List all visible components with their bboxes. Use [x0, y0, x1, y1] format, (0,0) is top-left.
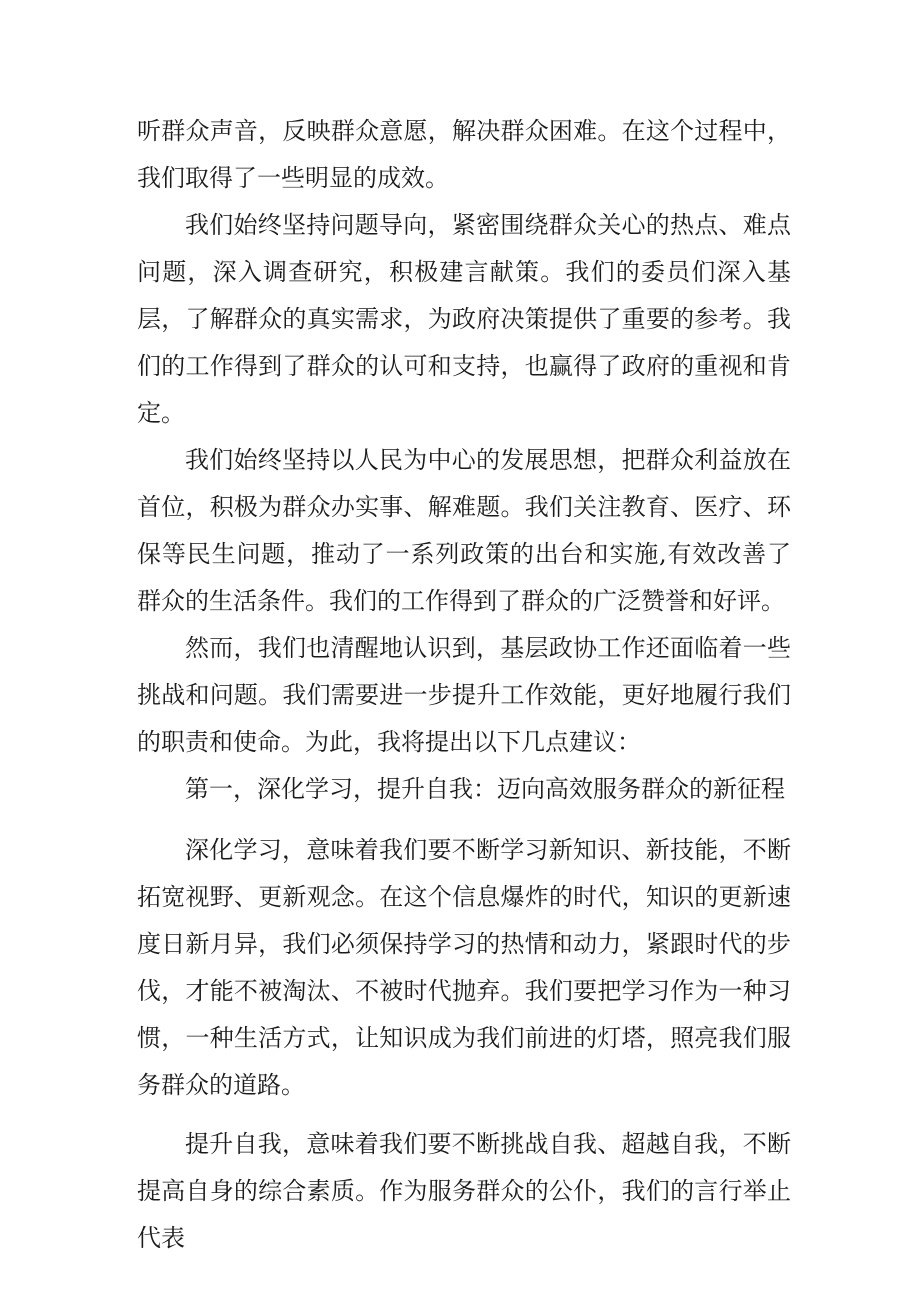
- paragraph: 提升自我，意味着我们要不断挑战自我、超越自我，不断提高自身的综合素质。作为服务群众的公仆，我们的言行举止代表: [137, 1130, 791, 1252]
- document-body: [137, 108, 791, 1262]
- section-heading: 第一，深化学习，提升自我：迈向高效服务群众的新征程: [185, 775, 785, 803]
- paragraph: 然而，我们也清醒地认识到，基层政协工作还面临着一些挑战和问题。我们需要进一步提升工作效能，更好地履行我们的职责和使命。为此，我将提出以下几点建议：: [137, 634, 791, 756]
- paragraph-continued: 听群众声音，反映群众意愿，解决群众困难。在这个过程中，我们取得了一些明显的成效。: [137, 117, 791, 192]
- paragraph: 深化学习，意味着我们要不断学习新知识、新技能，不断拓宽视野、更新观念。在这个信息爆炸的时代，知识的更新速度日新月异，我们必须保持学习的热情和动力，紧跟时代的步伐，才能不被淘汰、不被时代抛弃。我们要把学习作为一种习惯，一种生活方式，让知识成为我们前进的灯塔，照亮我们服务群众的道路。: [137, 836, 791, 1099]
- paragraph: 我们始终坚持以人民为中心的发展思想，把群众利益放在首位，积极为群众办实事、解难题。我们关注教育、医疗、环保等民生问题，推动了一系列政策的出台和实施,有效改善了群众的生活条件。我们的工作得到了群众的广泛赞誉和好评。: [137, 446, 791, 615]
- paragraph: 我们始终坚持问题导向，紧密围绕群众关心的热点、难点问题，深入调查研究，积极建言献策。我们的委员们深入基层，了解群众的真实需求，为政府决策提供了重要的参考。我们的工作得到了群众的认可和支持，也赢得了政府的重视和肯定。: [137, 211, 791, 427]
